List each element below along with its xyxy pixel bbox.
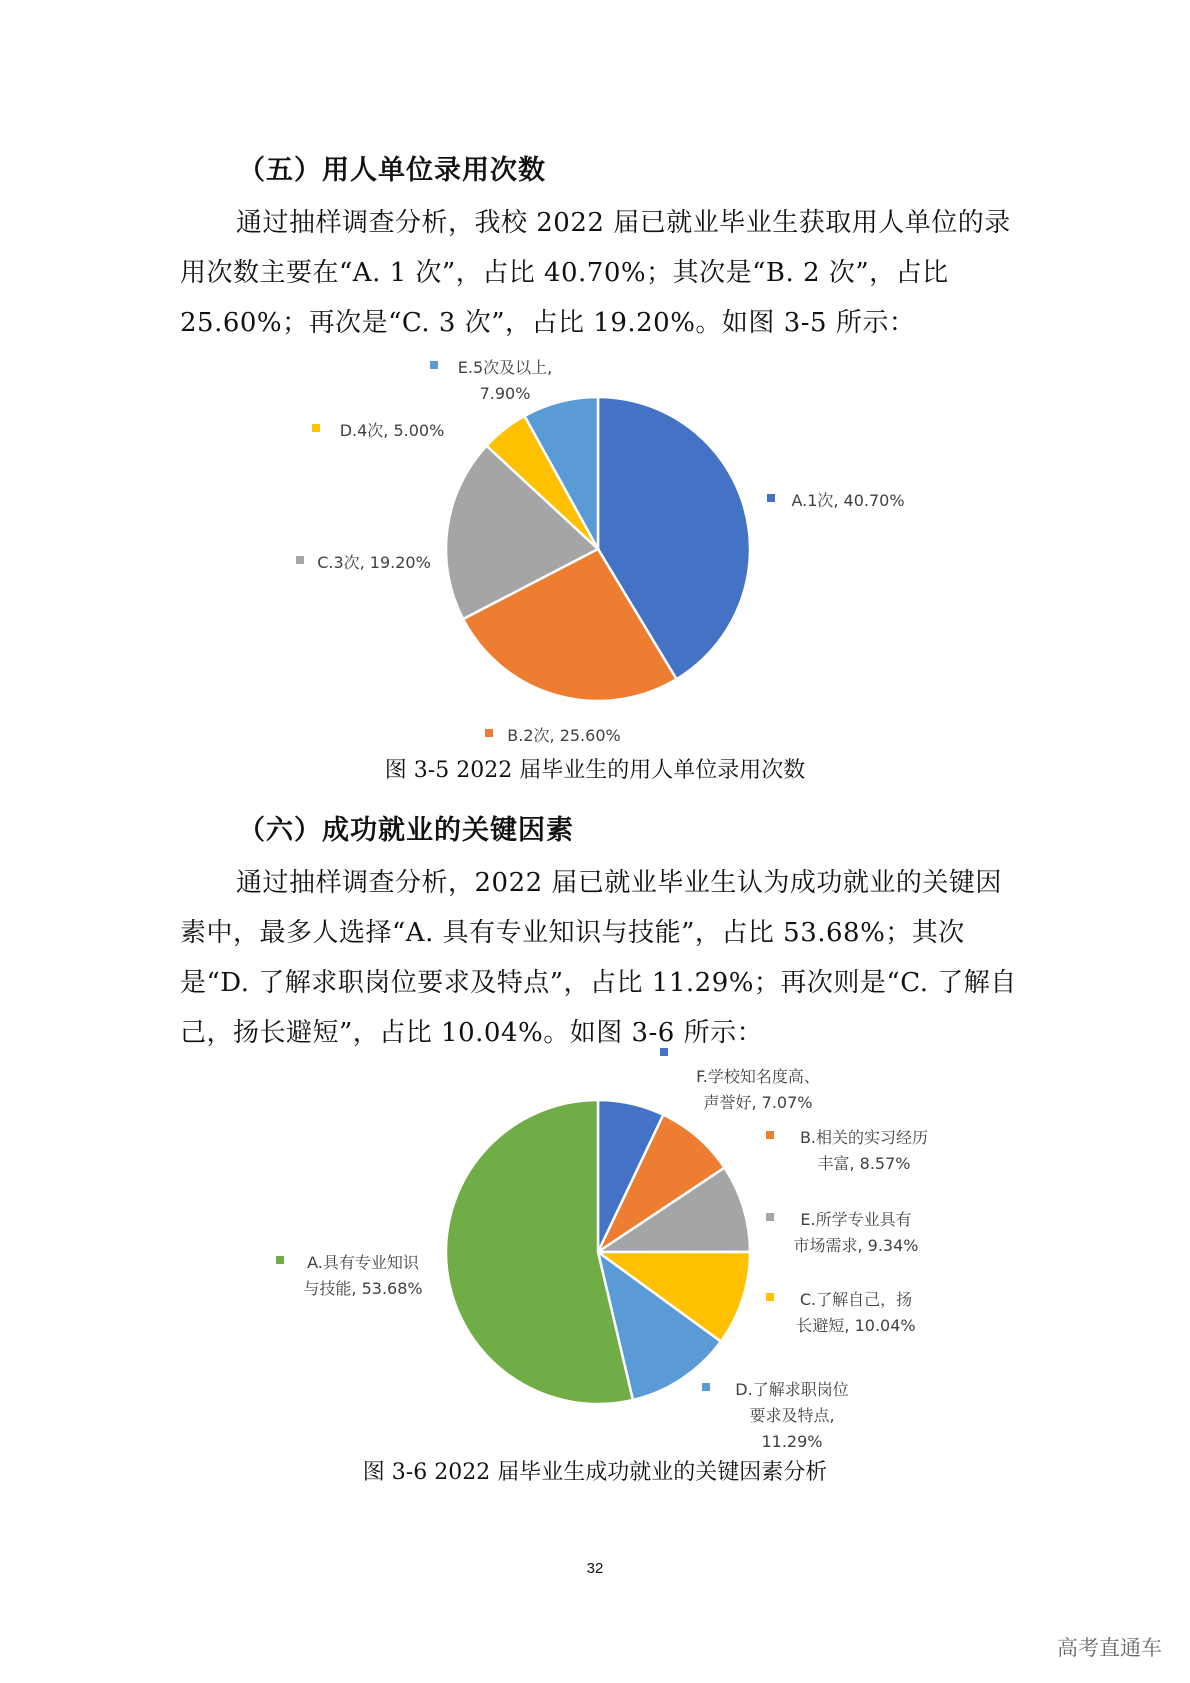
slice-label <box>312 421 444 440</box>
legend-marker <box>766 1213 774 1221</box>
slice-label-text: B.2次, 25.60% <box>507 726 621 745</box>
page-number: 32 <box>586 1560 604 1577</box>
slice-label <box>766 1210 919 1255</box>
slice-label-text: C.3次, 19.20% <box>317 553 431 572</box>
legend-marker <box>766 1293 774 1301</box>
legend-marker <box>430 361 438 369</box>
slice-label <box>767 491 905 510</box>
slice-label-text: A.1次, 40.70% <box>791 491 905 510</box>
slice-label <box>660 1048 820 1112</box>
slice-label-text: 声誉好, 7.07% <box>703 1093 813 1112</box>
pie-chart-key-factors <box>0 1050 1190 1455</box>
slice-label-text: 11.29% <box>761 1432 823 1451</box>
slice-label-text: 长避短, 10.04% <box>796 1316 916 1335</box>
slice-label-text: 与技能, 53.68% <box>303 1279 423 1298</box>
slice-label-text: D.4次, 5.00% <box>339 421 445 440</box>
legend-marker <box>767 494 775 502</box>
section5-heading: （五）用人单位录用次数 <box>238 155 546 186</box>
slice-label <box>296 553 431 572</box>
figure-3-5-caption: 图 3-5 2022 届毕业生的用人单位录用次数 <box>384 758 806 783</box>
slice-label-text: E.5次及以上, <box>457 358 553 377</box>
slice-label-text: D.了解求职岗位 <box>735 1380 849 1399</box>
slice-label-text: A.具有专业知识 <box>307 1253 419 1272</box>
pie-chart-hiring-count <box>0 340 1190 745</box>
figure-3-6-caption: 图 3-6 2022 届毕业生成功就业的关键因素分析 <box>362 1460 828 1485</box>
slice-label-text: 丰富, 8.57% <box>817 1154 911 1173</box>
slice-label-text: B.相关的实习经历 <box>799 1128 929 1147</box>
slice-label <box>702 1380 849 1451</box>
slice-label <box>485 726 621 745</box>
legend-marker <box>766 1131 774 1139</box>
slice-label-text: 市场需求, 9.34% <box>793 1236 919 1255</box>
legend-marker <box>702 1383 710 1391</box>
section6-paragraph: 通过抽样调查分析，2022 届已就业毕业生认为成功就业的关键因素中，最多人选择“A. 具有专业知识与技能”，占比 53.68%；其次是“D. 了解求职岗位要求及特点”，占比 11.29%；再次则是“C. 了解自己，扬长避短”，占比 10.04%。如图 3-6 所示： <box>180 868 1017 1048</box>
slice-label-text: F.学校知名度高、 <box>696 1067 820 1086</box>
section5-paragraph: 通过抽样调查分析，我校 2022 届已就业毕业生获取用人单位的录用次数主要在“A. 1 次”，占比 40.70%；其次是“B. 2 次”，占比 25.60%；再次是“C. 3 次”，占比 19.20%。如图 3-5 所示： <box>180 208 1011 338</box>
slice-label <box>766 1290 916 1335</box>
legend-marker <box>312 424 320 432</box>
section6-heading: （六）成功就业的关键因素 <box>238 815 574 846</box>
slice-label-text: 要求及特点, <box>749 1406 835 1425</box>
slice-label <box>276 1253 423 1298</box>
legend-marker <box>485 729 493 737</box>
legend-marker <box>296 556 304 564</box>
slice-label-text: 7.90% <box>479 384 531 403</box>
legend-marker <box>660 1048 668 1056</box>
slice-label-text: E.所学专业具有 <box>800 1210 912 1229</box>
slice-label <box>430 358 552 403</box>
slice-label-text: C.了解自己，扬 <box>799 1290 913 1309</box>
watermark: 高考直通车 <box>1057 1636 1162 1660</box>
legend-marker <box>276 1256 284 1264</box>
slice-label <box>766 1128 928 1173</box>
